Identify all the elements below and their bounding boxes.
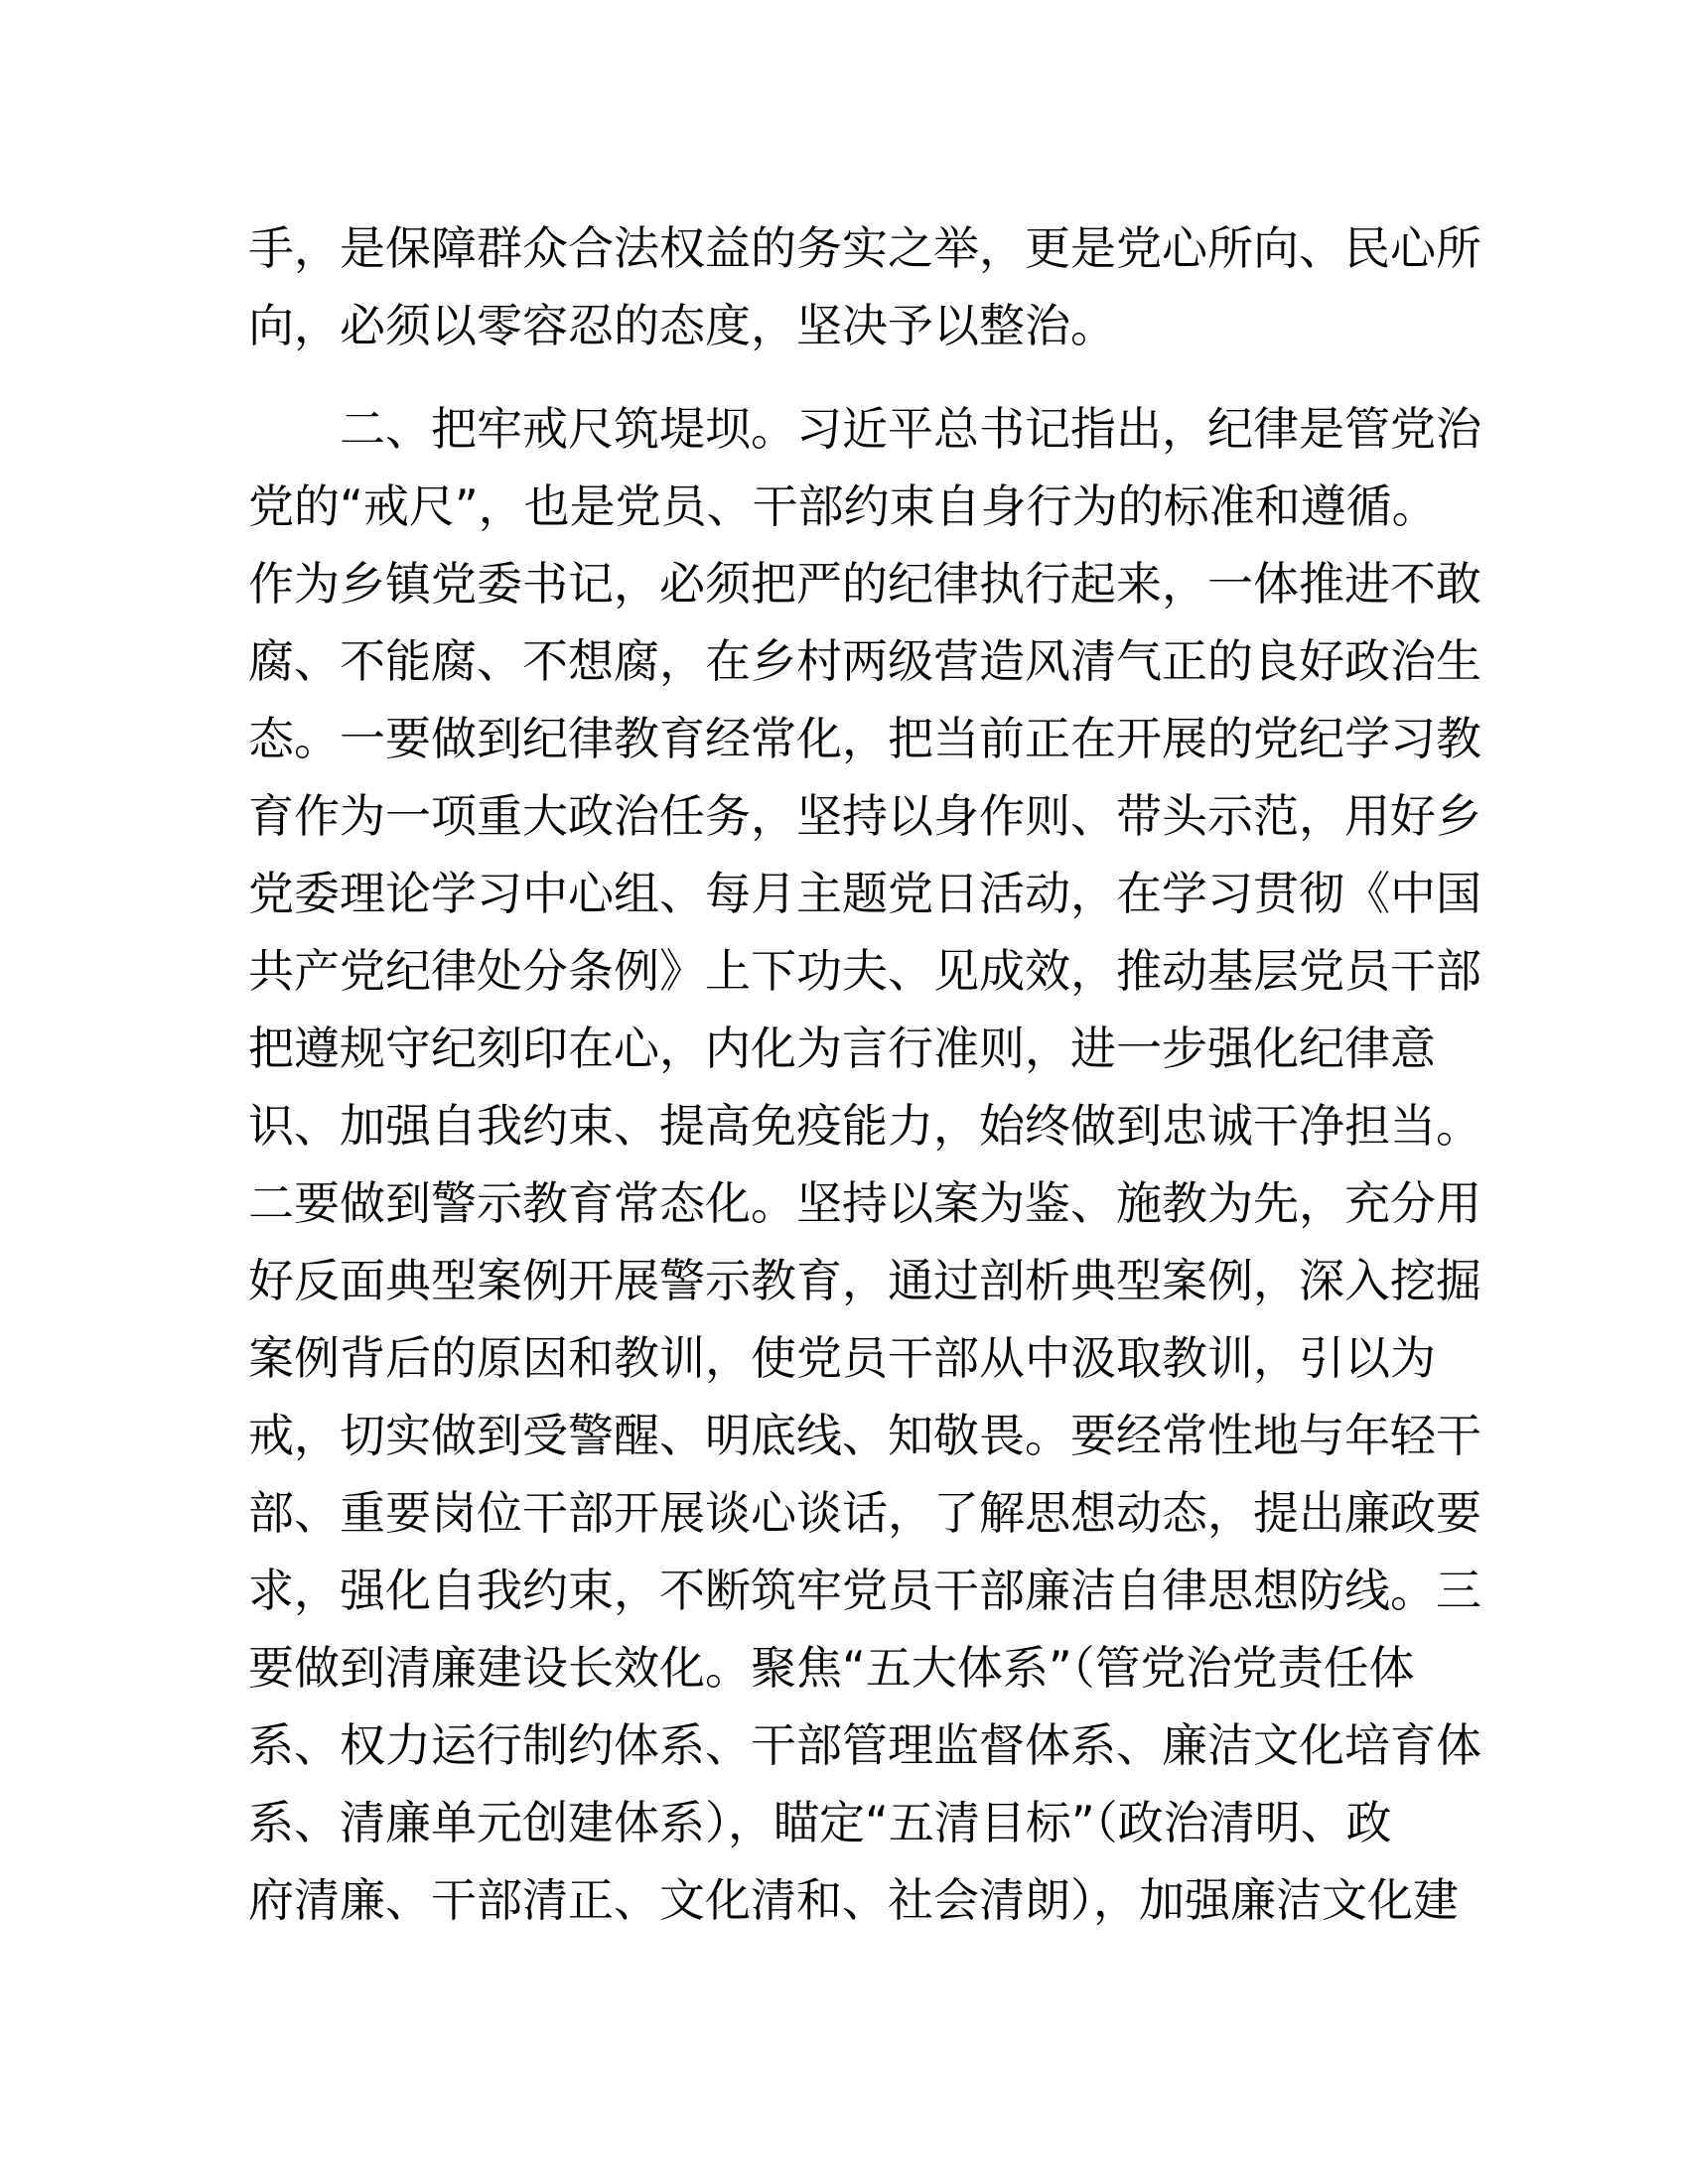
body-text (248, 209, 1481, 1939)
text-line-5: 作为乡镇党委书记，必须把严的纪律执行起来，一体推进不敢 (248, 557, 1481, 611)
text-line-18: 求，强化自我约束，不断筑牢党员干部廉洁自律思想防线。三 (248, 1564, 1481, 1617)
text-line-11: 把遵规守纪刻印在心，内化为言行准则，进一步强化纪律意 (248, 1022, 1436, 1075)
text-line-4: 党的“戒尺”，也是党员、干部约束自身行为的标准和遵循。 (248, 479, 1438, 533)
text-line-21: 系、清廉单元创建体系），瞄定“五清目标”（政治清明、政 (248, 1796, 1392, 1849)
text-line-17: 部、重要岗位干部开展谈心谈话，了解思想动态，提出廉政要 (248, 1486, 1481, 1540)
text-line-6: 腐、不能腐、不想腐，在乡村两级营造风清气正的良好政治生 (248, 634, 1481, 688)
text-line-13: 二要做到警示教育常态化。坚持以案为鉴、施教为先，充分用 (248, 1176, 1481, 1230)
text-line-2: 向，必须以零容忍的态度，坚决予以整治。 (248, 299, 1116, 352)
text-line-19: 要做到清廉建设长效化。聚焦“五大体系”（管党治党责任体 (248, 1641, 1415, 1695)
text-line-7: 态。一要做到纪律教育经常化，把当前正在开展的党纪学习教 (248, 712, 1481, 765)
text-line-22: 府清廉、干部清正、文化清和、社会清朗），加强廉洁文化建 (248, 1873, 1459, 1927)
text-line-14: 好反面典型案例开展警示教育，通过剖析典型案例，深入挖掘 (248, 1254, 1481, 1307)
text-line-8: 育作为一项重大政治任务，坚持以身作则、带头示范，用好乡 (248, 789, 1481, 843)
text-line-1: 手，是保障群众合法权益的务实之举，更是党心所向、民心所 (248, 221, 1481, 275)
paragraph-start-line: 二、把牢戒尺筑堤坝。习近平总书记指出，纪律是管党治 (248, 402, 1481, 456)
text-line-16: 戒，切实做到受警醒、明底线、知敬畏。要经常性地与年轻干 (248, 1409, 1481, 1462)
text-line-12: 识、加强自我约束、提高免疫能力，始终做到忠诚干净担当。 (248, 1099, 1481, 1153)
text-line-20: 系、权力运行制约体系、干部管理监督体系、廉洁文化培育体 (248, 1718, 1481, 1772)
text-line-10: 共产党纪律处分条例》上下功夫、见成效，推动基层党员干部 (248, 944, 1481, 998)
text-line-9: 党委理论学习中心组、每月主题党日活动，在学习贯彻《中国 (248, 867, 1481, 920)
text-line-15: 案例背后的原因和教训，使党员干部从中汲取教训，引以为 (248, 1331, 1436, 1385)
